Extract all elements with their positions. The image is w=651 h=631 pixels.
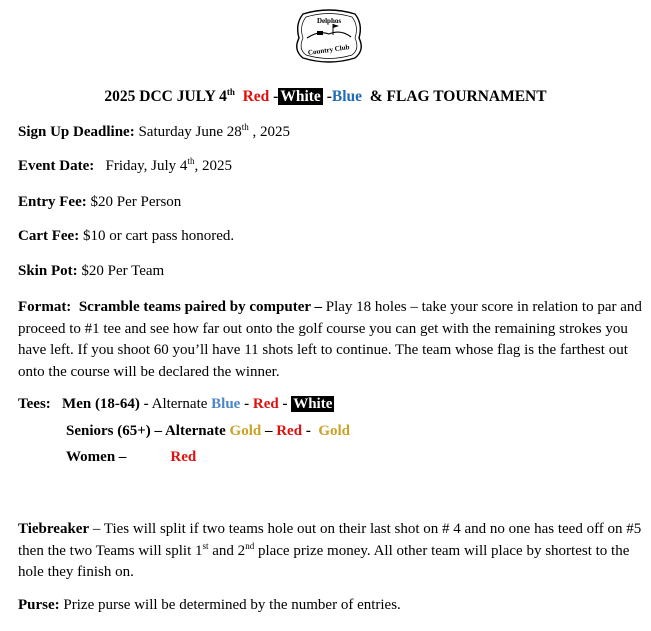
purse-value: Prize purse will be determined by the number of entries. bbox=[63, 597, 401, 613]
tees-women-red: Red bbox=[170, 449, 197, 465]
cart-line bbox=[18, 228, 234, 245]
event-value: Friday, July 4 bbox=[105, 158, 188, 174]
tiebreaker-text-b: and 2 bbox=[212, 542, 246, 559]
tiebreaker-text-c: place prize money. All other team will place by shortest to the hole they finish on. bbox=[18, 542, 630, 580]
format-bold: Scramble teams paired by computer – bbox=[78, 299, 322, 315]
event-sup: th bbox=[187, 156, 195, 166]
cart-value: $10 or cart pass honored. bbox=[82, 228, 235, 244]
tees-women-label: Women – bbox=[66, 449, 127, 465]
title-prefix: 2025 DCC JULY 4 bbox=[104, 88, 227, 105]
purse-label: Purse: bbox=[18, 597, 60, 613]
tiebreaker-label: Tiebreaker bbox=[18, 521, 90, 537]
tiebreaker-sup2: nd bbox=[245, 540, 255, 551]
skin-label: Skin Pot: bbox=[18, 263, 78, 279]
entry-line bbox=[18, 194, 181, 211]
title-sup: th bbox=[226, 87, 235, 97]
format-label: Format: bbox=[18, 299, 72, 315]
tees-seniors-gold-2: Gold bbox=[318, 423, 350, 439]
tees-men-line: Tees: Men (18-64) - Alternate Blue - Red - White bbox=[18, 396, 333, 412]
tees-men-alt: Alternate bbox=[151, 396, 208, 412]
title-blue: Blue bbox=[331, 88, 363, 105]
title-suffix: & FLAG TOURNAMENT bbox=[369, 88, 547, 105]
format-paragraph bbox=[18, 297, 643, 383]
tees-seniors-gold: Gold bbox=[229, 423, 262, 439]
tees-women-line bbox=[66, 449, 196, 466]
event-label: Event Date: bbox=[18, 158, 95, 174]
entry-label: Entry Fee: bbox=[18, 194, 87, 210]
signup-line bbox=[18, 124, 290, 141]
tiebreaker-sup1: st bbox=[202, 540, 209, 551]
title-white: White bbox=[280, 88, 321, 105]
tiebreaker-paragraph bbox=[18, 519, 643, 584]
tees-seniors-line: Seniors (65+) – Alternate Gold – Red - Gold bbox=[66, 423, 350, 439]
tees-seniors-red: Red bbox=[276, 423, 303, 439]
signup-value: Saturday June 28 bbox=[138, 124, 242, 140]
skin-value: $20 Per Team bbox=[81, 263, 165, 279]
signup-label: Sign Up Deadline: bbox=[18, 124, 135, 140]
event-line bbox=[18, 158, 232, 175]
tees-men-label: Men (18-64) - bbox=[62, 396, 149, 412]
purse-line bbox=[18, 597, 401, 614]
tiebreaker-text-a: – Ties will split if two teams hole out on their last shot on # 4 and no one has teed off on #5 then the two Teams will split 1 bbox=[18, 521, 642, 559]
logo-top-text: Delphos bbox=[316, 17, 342, 25]
signup-sup: th bbox=[241, 122, 249, 132]
signup-year: , 2025 bbox=[252, 124, 291, 140]
tees-label: Tees: bbox=[18, 396, 51, 412]
page-title: 2025 DCC JULY 4th Red - White -Blue & FLAG TOURNAMENT bbox=[104, 87, 547, 105]
tees-men-red: Red bbox=[252, 396, 279, 412]
event-year: , 2025 bbox=[194, 158, 232, 174]
tees-men-blue: Blue bbox=[211, 396, 241, 412]
golf-flag-icon bbox=[307, 24, 351, 38]
tees-seniors-label: Seniors (65+) – Alternate bbox=[66, 423, 226, 439]
entry-value: $20 Per Person bbox=[90, 194, 182, 210]
format-text: Play 18 holes – take your score in relation to par and proceed to #1 tee and see how far out onto the golf course you can get with the remaining strokes you have left. If you shoot 60 you’ll have 11 shots left to continue. The team whose flag is the farthest out onto the course will be declared the winner. bbox=[18, 299, 642, 380]
cart-label: Cart Fee: bbox=[18, 228, 80, 244]
title-red: Red bbox=[242, 88, 270, 105]
skin-line bbox=[18, 263, 164, 280]
tees-men-white: White bbox=[293, 396, 333, 412]
club-logo bbox=[289, 4, 369, 68]
logo-bottom-text: Country Club bbox=[307, 43, 350, 57]
